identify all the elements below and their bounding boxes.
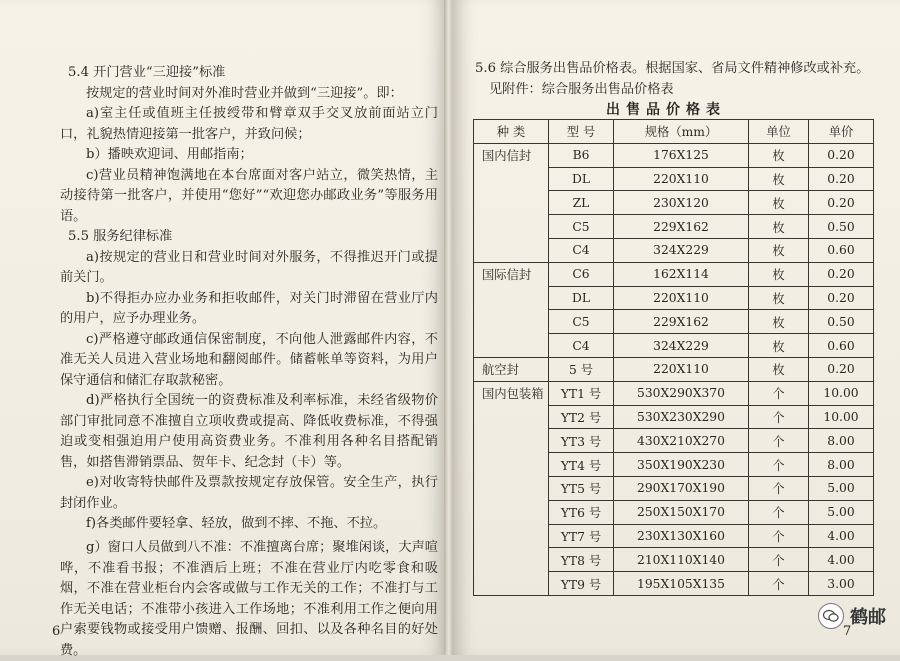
- cell-model: YT3 号: [549, 429, 614, 453]
- cell-model: DL: [549, 286, 614, 310]
- table-row: [474, 215, 874, 239]
- table-row: [474, 143, 874, 167]
- paragraph: d)严格执行全国统一的资费标准及利率标准，未经省级物价部门审批同意不准擅自立项收费或提高、降低收费标准，不得强迫或变相强迫用户使用高资费业务。不准利用各种名目搭配销售，如搭售滞销票品、贺年卡、纪念封（卡）等。: [60, 393, 438, 470]
- cell-spec: 324X229: [614, 238, 749, 262]
- cell-model: 5 号: [549, 357, 614, 381]
- paragraph: e)对收寄特快邮件及票款按规定存放保管。安全生产，执行封闭作业。: [60, 475, 438, 511]
- cell-kind: [474, 310, 549, 334]
- cell-spec: 430X210X270: [614, 429, 749, 453]
- cell-model: C5: [549, 310, 614, 334]
- cell-spec: 195X105X135: [614, 572, 749, 596]
- cell-model: YT8 号: [549, 548, 614, 572]
- cell-spec: 210X110X140: [614, 548, 749, 572]
- cell-model: C5: [549, 215, 614, 239]
- cell-model: YT2 号: [549, 405, 614, 429]
- cell-kind: [474, 524, 549, 548]
- cell-price: 0.20: [809, 357, 874, 381]
- cell-price: 0.60: [809, 238, 874, 262]
- cell-kind: 国际信封: [474, 262, 549, 286]
- cell-price: 4.00: [809, 524, 874, 548]
- cell-unit: 个: [749, 524, 809, 548]
- cell-spec: 220X110: [614, 357, 749, 381]
- table-row: [474, 476, 874, 500]
- cell-spec: 324X229: [614, 334, 749, 358]
- table-row: [474, 381, 874, 405]
- left-page-number: 6: [52, 624, 61, 639]
- cell-price: 10.00: [809, 381, 874, 405]
- column-header: 单位: [749, 120, 809, 144]
- wechat-icon: [818, 603, 844, 629]
- cell-unit: 枚: [749, 215, 809, 239]
- cell-spec: 229X162: [614, 310, 749, 334]
- cell-unit: 个: [749, 381, 809, 405]
- cell-model: C4: [549, 238, 614, 262]
- cell-spec: 220X110: [614, 167, 749, 191]
- cell-unit: 枚: [749, 191, 809, 215]
- cell-kind: [474, 572, 549, 596]
- cell-kind: [474, 167, 549, 191]
- cell-price: 10.00: [809, 405, 874, 429]
- cell-kind: [474, 405, 549, 429]
- watermark-text: 鹤邮: [850, 607, 886, 628]
- paragraph: b）播映欢迎词、用邮指南；: [86, 147, 253, 162]
- paragraph: c)严格遵守邮政通信保密制度，不向他人泄露邮件内容，不准无关人员进入营业场地和翻阅邮件。储蓄帐单等资料，为用户保守通信和储汇存取款秘密。: [60, 331, 438, 388]
- column-header: 规格（mm）: [614, 120, 749, 144]
- cell-kind: [474, 215, 549, 239]
- column-header: 种 类: [474, 120, 549, 144]
- cell-spec: 250X150X170: [614, 500, 749, 524]
- table-row: [474, 357, 874, 381]
- left-page-text: [60, 63, 438, 661]
- price-table: [473, 119, 874, 596]
- cell-price: 5.00: [809, 500, 874, 524]
- cell-price: 0.20: [809, 191, 874, 215]
- intro-line-1: 5.6 综合服务出售品价格表。根据国家、省局文件精神修改或补充。: [475, 61, 870, 76]
- cell-kind: [474, 548, 549, 572]
- cell-unit: 枚: [749, 357, 809, 381]
- cell-spec: 220X110: [614, 286, 749, 310]
- cell-model: YT7 号: [549, 524, 614, 548]
- cell-price: 8.00: [809, 453, 874, 477]
- paragraph: c)营业员精神饱满地在本台席面对客户站立，微笑热情，主动接待第一批客户，并使用“您好”“欢迎您办邮政业务”等服务用语。: [60, 167, 438, 224]
- cell-kind: 航空封: [474, 357, 549, 381]
- table-row: [474, 429, 874, 453]
- cell-kind: [474, 334, 549, 358]
- column-header: 单价: [809, 120, 874, 144]
- cell-spec: 176X125: [614, 143, 749, 167]
- cell-price: 0.20: [809, 262, 874, 286]
- table-row: [474, 286, 874, 310]
- cell-spec: 230X130X160: [614, 524, 749, 548]
- cell-spec: 290X170X190: [614, 476, 749, 500]
- table-header-row: [474, 120, 874, 144]
- cell-unit: 个: [749, 405, 809, 429]
- cell-price: 0.20: [809, 167, 874, 191]
- paragraph: g）窗口人员做到八不准：不准擅离台席；聚堆闲谈，大声喧哗，不准看书报；不准酒后上班；不准在营业厅内吃零食和吸烟，不准在营业柜台内会客或做与工作无关的工作；不准打与工作无关电话；不准带小孩进入工作场地；不准利用工作之便向用户索要钱物或接受用户馈赠、报酬、回扣、以及各种名目的好处费。: [60, 540, 438, 658]
- intro-line-2: 见附件：综合服务出售品价格表: [489, 82, 674, 97]
- cell-unit: 个: [749, 453, 809, 477]
- cell-unit: 枚: [749, 167, 809, 191]
- cell-model: B6: [549, 143, 614, 167]
- cell-model: DL: [549, 167, 614, 191]
- watermark: [818, 603, 886, 629]
- table-row: [474, 548, 874, 572]
- cell-price: 0.50: [809, 310, 874, 334]
- cell-kind: [474, 286, 549, 310]
- cell-kind: [474, 500, 549, 524]
- table-row: [474, 524, 874, 548]
- section-heading: 5.4 开门营业“三迎接”标准: [68, 65, 226, 80]
- cell-price: 0.20: [809, 286, 874, 310]
- cell-model: YT4 号: [549, 453, 614, 477]
- cell-kind: [474, 191, 549, 215]
- right-page-number: 7: [843, 624, 852, 639]
- cell-unit: 个: [749, 548, 809, 572]
- cell-unit: 枚: [749, 238, 809, 262]
- cell-unit: 枚: [749, 143, 809, 167]
- cell-price: 0.20: [809, 143, 874, 167]
- table-row: [474, 238, 874, 262]
- cell-unit: 个: [749, 572, 809, 596]
- section-heading: 5.5 服务纪律标准: [68, 229, 173, 244]
- paragraph: f)各类邮件要轻拿、轻放，做到不摔、不拖、不拉。: [86, 516, 387, 531]
- cell-kind: 国内信封: [474, 143, 549, 167]
- table-row: [474, 453, 874, 477]
- cell-unit: 枚: [749, 262, 809, 286]
- cell-unit: 枚: [749, 334, 809, 358]
- table-title: 出售品价格表: [606, 102, 726, 118]
- cell-price: 4.00: [809, 548, 874, 572]
- cell-unit: 枚: [749, 310, 809, 334]
- paragraph: a)室主任或值班主任披绶带和臂章双手交叉放前面站立门口，礼貌热情迎接第一批客户，并致问候；: [60, 106, 438, 142]
- cell-unit: 个: [749, 500, 809, 524]
- cell-unit: 个: [749, 476, 809, 500]
- table-row: [474, 405, 874, 429]
- right-page-intro: [475, 58, 885, 100]
- cell-model: C6: [549, 262, 614, 286]
- paragraph: 按规定的营业时间对外准时营业并做到“三迎接”。即：: [86, 85, 403, 101]
- cell-price: 0.60: [809, 334, 874, 358]
- cell-kind: [474, 238, 549, 262]
- cell-spec: 229X162: [614, 215, 749, 239]
- cell-price: 5.00: [809, 476, 874, 500]
- table-row: [474, 310, 874, 334]
- cell-price: 3.00: [809, 572, 874, 596]
- cell-kind: 国内包装箱: [474, 381, 549, 405]
- cell-model: YT9 号: [549, 572, 614, 596]
- cell-model: ZL: [549, 191, 614, 215]
- cell-kind: [474, 429, 549, 453]
- table-row: [474, 334, 874, 358]
- cell-spec: 350X190X230: [614, 453, 749, 477]
- cell-price: 8.00: [809, 429, 874, 453]
- cell-model: C4: [549, 334, 614, 358]
- cell-unit: 个: [749, 429, 809, 453]
- cell-kind: [474, 476, 549, 500]
- cell-model: YT6 号: [549, 500, 614, 524]
- column-header: 型 号: [549, 120, 614, 144]
- paragraph: a)按规定的营业日和营业时间对外服务，不得推迟开门或提前关门。: [60, 249, 438, 285]
- table-row: [474, 500, 874, 524]
- table-row: [474, 191, 874, 215]
- cell-spec: 530X290X370: [614, 381, 749, 405]
- cell-model: YT5 号: [549, 476, 614, 500]
- paragraph: b)不得拒办应办业务和拒收邮件，对关门时滞留在营业厅内的用户，应予办理业务。: [60, 290, 438, 326]
- cell-model: YT1 号: [549, 381, 614, 405]
- cell-spec: 162X114: [614, 262, 749, 286]
- table-row: [474, 167, 874, 191]
- cell-kind: [474, 453, 549, 477]
- table-row: [474, 572, 874, 596]
- cell-spec: 530X230X290: [614, 405, 749, 429]
- cell-price: 0.50: [809, 215, 874, 239]
- cell-unit: 枚: [749, 286, 809, 310]
- cell-spec: 230X120: [614, 191, 749, 215]
- table-row: [474, 262, 874, 286]
